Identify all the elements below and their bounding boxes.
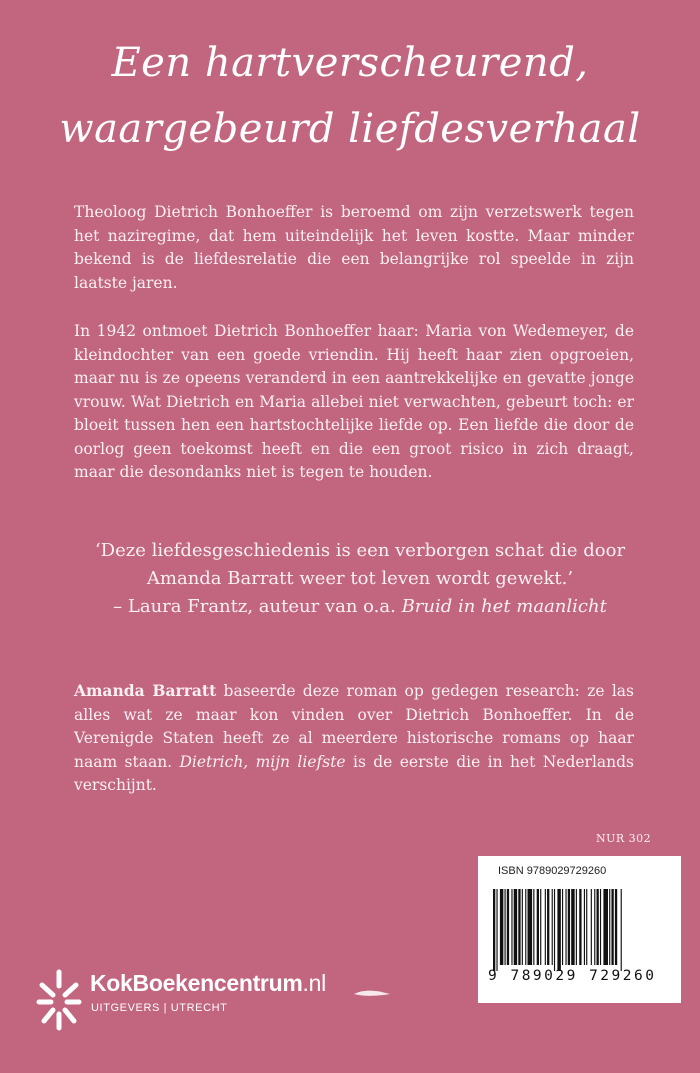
barcode-bar	[547, 889, 549, 965]
author-name: Amanda Barratt	[74, 681, 217, 700]
quote-line-1: ‘Deze liefdesgeschiedenis is een verborgen schat die door	[94, 540, 626, 561]
barcode-box	[478, 856, 681, 1003]
barcode-bar	[500, 889, 503, 965]
publisher-name-main: KokBoekencentrum	[90, 970, 303, 996]
blurb-paragraph-2: In 1942 ontmoet Dietrich Bonhoeffer haar: Maria von Wedemeyer, de kleindochter van een goede vriendin. Hij heeft haar zien opgroeien, maar nu is ze opeens veranderd in een aantrekkelijke en gevatte jonge vrouw. Wat Dietrich en Maria allebei niet verwachten, gebeurt toch: er bloeit tussen hen een hartstochtelijke liefde op. Een liefde die door de oorlog geen toekomst heeft en die een groot risico in zich draagt, maar die desondanks niet is tegen te houden.	[74, 322, 634, 481]
barcode-bar	[537, 889, 539, 965]
barcode-bar	[579, 889, 581, 965]
bio-text-1: baseerde deze roman op gedegen research: ze las alles wat ze maar kon vinden over Dietrich Bonhoeffer. In de Verenigde Staten heeft ze al meerdere historische romans op haar naam staan.	[74, 682, 634, 771]
barcode-bar	[554, 889, 555, 971]
barcode-bar	[597, 889, 599, 965]
quote-attribution	[40, 593, 680, 621]
barcode-bar	[584, 889, 585, 965]
barcode-bar	[562, 889, 563, 965]
barcode-bar	[591, 889, 592, 965]
bio-text-2: is de eerste die in het Nederlands verschijnt.	[74, 752, 635, 794]
barcode-bar	[533, 889, 534, 965]
blurb-paragraph-1: Theoloog Dietrich Bonhoeffer is beroemd om zijn verzetswerk tegen het naziregime, dat hem uiteindelijk het leven kostte. Maar minder bekend is de liefdesrelatie die een belangrijke rol speelde in zijn laatste jaren.	[74, 203, 634, 292]
barcode-bar	[568, 889, 570, 965]
barcode-bar	[522, 889, 523, 965]
quote-attribution-title: Bruid in het maanlicht	[401, 596, 607, 617]
quote-line-2: Amanda Barratt weer tot leven wordt gewekt.’	[146, 568, 574, 589]
publisher-subtitle: UITGEVERS | UTRECHT	[91, 1002, 228, 1014]
barcode-bar	[586, 889, 587, 965]
barcode-bar	[594, 889, 595, 965]
headline-line-1: Een hartverscheurend,	[111, 40, 589, 86]
barcode-bar	[493, 889, 495, 971]
barcode-bar	[528, 889, 533, 965]
barcode-bar	[507, 889, 509, 965]
barcode-bar	[505, 889, 506, 965]
barcode-bar	[511, 889, 512, 965]
barcode-bar	[545, 889, 546, 965]
quote-attribution-prefix: – Laura Frantz, auteur van o.a.	[113, 596, 402, 617]
pen-stroke-icon	[352, 986, 392, 1000]
barcode-bar	[600, 889, 601, 965]
barcode-bar	[514, 889, 517, 965]
barcode-bar	[518, 889, 520, 965]
barcode-bar	[557, 889, 560, 971]
barcode-bar	[576, 889, 577, 965]
barcode-bar	[540, 889, 541, 965]
barcode-bar	[571, 889, 574, 965]
barcode-bar	[621, 889, 622, 971]
barcode-bar	[525, 889, 526, 965]
headline-line-2: waargebeurd liefdesverhaal	[59, 106, 641, 152]
bio-book-title: Dietrich, mijn liefste	[179, 752, 346, 771]
isbn-label: ISBN 9789029729260	[498, 865, 607, 877]
barcode-bar	[609, 889, 610, 965]
barcode-icon	[493, 889, 668, 971]
barcode-bar	[611, 889, 613, 965]
publisher-tld: .nl	[302, 970, 326, 996]
barcode-bar	[603, 889, 608, 965]
nur-code: NUR 302	[596, 832, 652, 845]
barcode-bar	[615, 889, 617, 965]
author-bio	[74, 679, 634, 798]
barcode-bar	[552, 889, 553, 965]
barcode-bar	[496, 889, 497, 971]
ean-digits: 9 789029 729260	[488, 968, 657, 984]
publisher-name	[90, 970, 326, 997]
publisher-logo-icon	[36, 967, 82, 1033]
barcode-bar	[565, 889, 566, 965]
